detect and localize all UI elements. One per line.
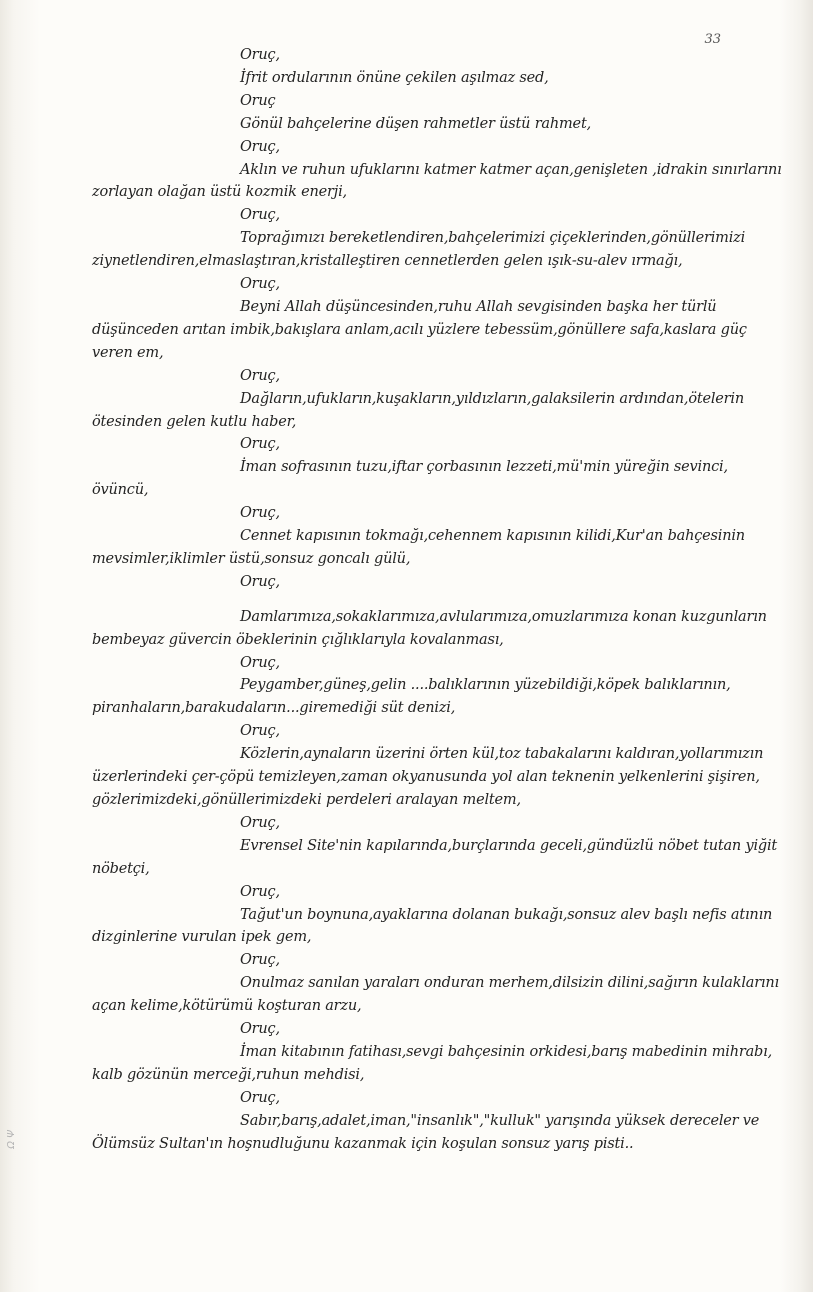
verse-label: Oruç, xyxy=(240,505,280,522)
verse-paragraph: Peygamber,güneş,gelin ....balıklarının yüzebildiği,köpek balıklarının, piranhaların,barakudaların...giremediği süt denizi, xyxy=(92,677,731,717)
verse-label: Oruç, xyxy=(240,138,280,155)
margin-stamp: Ω Ψ xyxy=(6,1130,17,1149)
verse-paragraph: Damlarımıza,sokaklarımıza,avlularımıza,omuzlarımıza konan kuzgunların bembeyaz güvercin öbeklerinin çığlıklarıyla kovalanması, xyxy=(92,608,767,648)
verse-paragraph: Közlerin,aynaların üzerini örten kül,toz tabakalarını kaldıran,yollarımızın üzerlerindeki çer-çöpü temizleyen,zaman okyanusunda yol alan teknenin yelkenlerini şişiren, gözlerimizdeki,gönüllerimizdeki perdeleri aralayan meltem, xyxy=(92,746,764,808)
verse-paragraph: İman kitabının fatihası,sevgi bahçesinin orkidesi,barış mabedinin mihrabı, kalb gözünün merceği,ruhun mehdisi, xyxy=(92,1043,772,1083)
verse-paragraph: Tağut'un boynuna,ayaklarına dolanan bukağı,sonsuz alev başlı nefis atının dizginlerine vurulan ipek gem, xyxy=(92,906,773,946)
verse-paragraph: İfrit ordularının önüne çekilen aşılmaz sed, xyxy=(240,69,549,86)
verse-paragraph: Evrensel Site'nin kapılarında,burçlarında geceli,gündüzlü nöbet tutan yiğit nöbetçi, xyxy=(92,837,778,877)
verse-paragraph: İman sofrasının tuzu,iftar çorbasının lezzeti,mü'min yüreğin sevinci, övüncü, xyxy=(92,459,728,499)
verse-label: Oruç, xyxy=(240,276,280,293)
verse-paragraph: Toprağımızı bereketlendiren,bahçelerimizi çiçeklerinden,gönüllerimizi ziynetlendiren,elmaslaştıran,kristalleştiren cennetlerden gelen ışık-su-alev ırmağı, xyxy=(92,230,746,270)
verse-label: Oruç, xyxy=(240,573,280,590)
page-number: 33 xyxy=(704,32,721,47)
verse-label: Oruç xyxy=(240,92,276,109)
verse-label: Oruç, xyxy=(240,654,280,671)
verse-label: Oruç, xyxy=(240,367,280,384)
verse-label: Oruç, xyxy=(240,883,280,900)
verse-paragraph: Onulmaz sanılan yaraları onduran merhem,dilsizin dilini,sağırın kulaklarını açan kelime,kötürümü koşturan arzu, xyxy=(92,975,779,1015)
verse-label: Oruç, xyxy=(240,1089,280,1106)
verse-paragraph: Dağların,ufukların,kuşakların,yıldızların,galaksilerin ardından,ötelerin ötesinden gelen kutlu haber, xyxy=(92,390,744,430)
document-body xyxy=(92,44,782,1156)
verse-paragraph: Sabır,barış,adalet,iman,"insanlık","kulluk" yarışında yüksek dereceler ve Ölümsüz Sultan'ın hoşnudluğunu kazanmak için koşulan sonsuz yarış pisti.. xyxy=(92,1112,760,1152)
verse-label: Oruç, xyxy=(240,436,280,453)
verse-label: Oruç, xyxy=(240,814,280,831)
verse-paragraph: Beyni Allah düşüncesinden,ruhu Allah sevgisinden başka her türlü düşünceden arıtan imbik,bakışlara anlam,acılı yüzlere tebessüm,gönüllere safa,kaslara güç veren em, xyxy=(92,298,747,361)
verse-label: Oruç, xyxy=(240,723,280,740)
blank-line xyxy=(92,594,782,606)
verse-label: Oruç, xyxy=(240,207,280,224)
verse-label: Oruç, xyxy=(240,1021,280,1038)
verse-paragraph: Cennet kapısının tokmağı,cehennem kapısının kilidi,Kur'an bahçesinin mevsimler,iklimler üstü,sonsuz goncalı gülü, xyxy=(92,528,745,567)
verse-paragraph: Aklın ve ruhun ufuklarını katmer katmer açan,genişleten ,idrakin sınırlarını zorlayan olağan üstü kozmik enerji, xyxy=(92,161,782,201)
verse-label: Oruç, xyxy=(240,952,280,969)
verse-label: Oruç, xyxy=(240,47,280,63)
verse-paragraph: Gönül bahçelerine düşen rahmetler üstü rahmet, xyxy=(240,115,591,132)
